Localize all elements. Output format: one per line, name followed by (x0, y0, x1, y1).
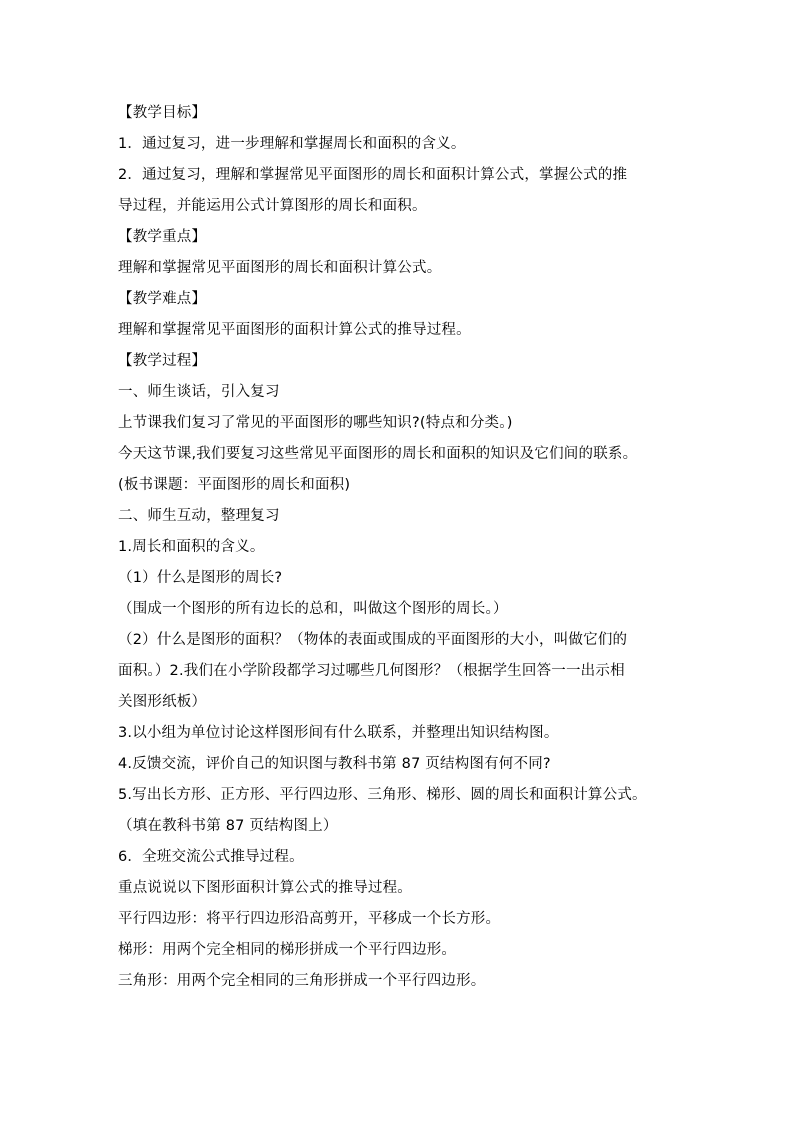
section-1-title: 一、师生谈话，引入复习 (118, 384, 280, 400)
heading-key-points: 【教学重点】 (118, 229, 207, 245)
section-2-title: 二、师生互动，整理复习 (118, 508, 280, 524)
heading-teaching-process: 【教学过程】 (118, 353, 207, 369)
key-points-text: 理解和掌握常见平面图形的周长和面积计算公式。 (118, 260, 442, 276)
paragraph: (板书课题：平面图形的周长和面积) (118, 477, 351, 493)
paragraph: 三角形：用两个完全相同的三角形拼成一个平行四边形。 (118, 973, 486, 989)
goal-item-1: 1．通过复习，进一步理解和掌握周长和面积的含义。 (118, 136, 466, 152)
goal-item-2: 2．通过复习，理解和掌握常见平面图形的周长和面积计算公式，掌握公式的推 (118, 167, 628, 183)
list-item: 关图形纸板） (118, 694, 207, 710)
paragraph: 重点说说以下图形面积计算公式的推导过程。 (118, 880, 412, 896)
document-page (118, 98, 688, 997)
list-item: 3.以小组为单位讨论这样图形间有什么联系，并整理出知识结构图。 (118, 725, 559, 741)
list-item: （2）什么是图形的面积？（物体的表面或围成的平面图形的大小，叫做它们的 (118, 632, 628, 648)
paragraph: 今天这节课,我们要复习这些常见平面图形的周长和面积的知识及它们间的联系。 (118, 446, 638, 462)
paragraph: 上节课我们复习了常见的平面图形的哪些知识?(特点和分类。) (118, 415, 513, 431)
list-item: 4.反馈交流，评价自己的知识图与教科书第 87 页结构图有何不同? (118, 756, 551, 772)
list-item: （围成一个图形的所有边长的总和，叫做这个图形的周长。） (118, 601, 508, 617)
difficulties-text: 理解和掌握常见平面图形的面积计算公式的推导过程。 (118, 322, 471, 338)
goal-item-2-continued: 导过程，并能运用公式计算图形的周长和面积。 (118, 198, 427, 214)
list-item: 6．全班交流公式推导过程。 (118, 849, 304, 865)
paragraph: 平行四边形：将平行四边形沿高剪开，平移成一个长方形。 (118, 911, 501, 927)
heading-difficulties: 【教学难点】 (118, 291, 207, 307)
list-item: 1.周长和面积的含义。 (118, 539, 265, 555)
list-item: （填在教科书第 87 页结构图上） (118, 818, 338, 834)
list-item: （1）什么是图形的周长? (118, 570, 283, 586)
list-item: 面积。）2.我们在小学阶段都学习过哪些几何图形？（根据学生回答一一出示相 (118, 663, 625, 679)
heading-teaching-goals: 【教学目标】 (118, 105, 207, 121)
list-item: 5.写出长方形、正方形、平行四边形、三角形、梯形、圆的周长和面积计算公式。 (118, 787, 647, 803)
paragraph: 梯形：用两个完全相同的梯形拼成一个平行四边形。 (118, 942, 457, 958)
